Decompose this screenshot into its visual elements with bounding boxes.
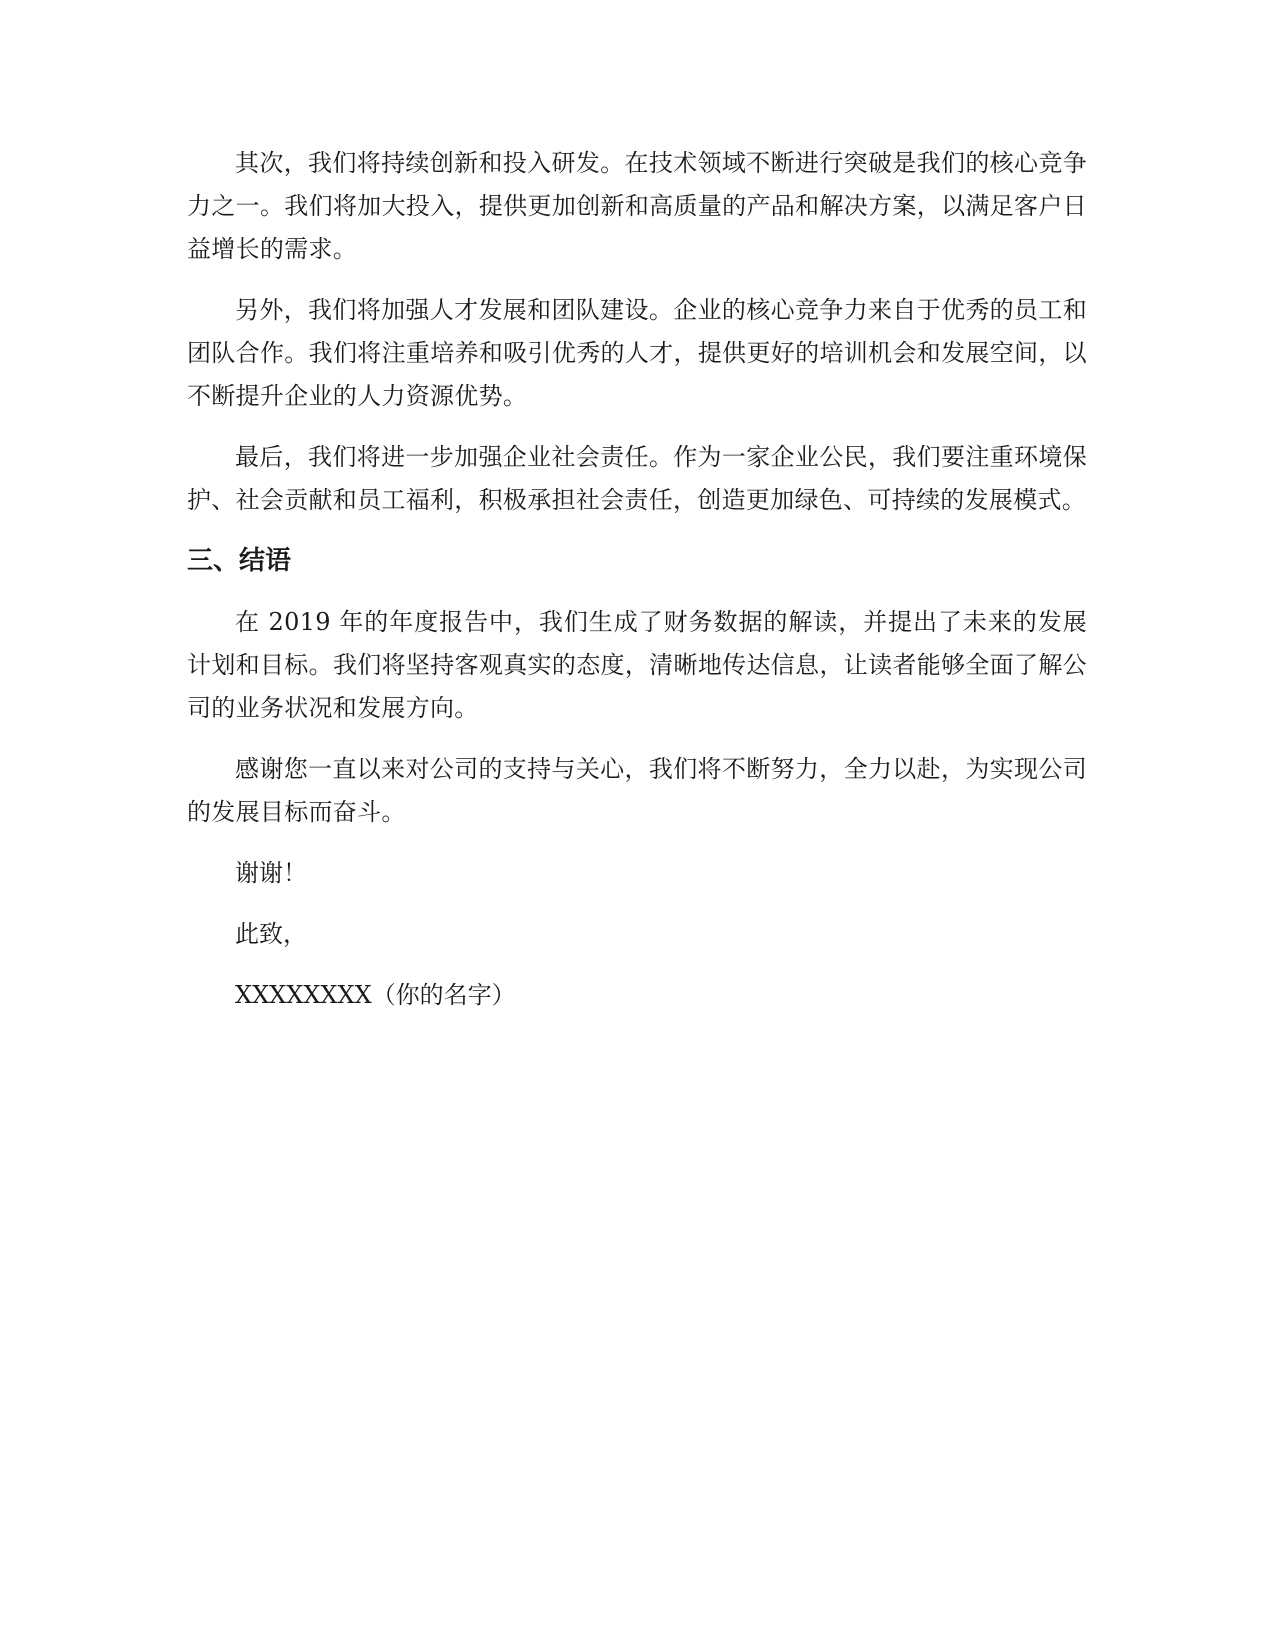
paragraph-innovation: 其次，我们将持续创新和投入研发。在技术领域不断进行突破是我们的核心竞争力之一。我们将加大投入，提供更加创新和高质量的产品和解决方案，以满足客户日益增长的需求。: [187, 149, 1087, 263]
document-page: [187, 142, 1087, 1035]
paragraph-social-responsibility: 最后，我们将进一步加强企业社会责任。作为一家企业公民，我们要注重环境保护、社会贡献和员工福利，积极承担社会责任，创造更加绿色、可持续的发展模式。: [187, 443, 1087, 514]
closing-regards: 此致，: [235, 920, 307, 948]
section-heading-conclusion: 三、结语: [187, 546, 292, 576]
paragraph-talent: 另外，我们将加强人才发展和团队建设。企业的核心竞争力来自于优秀的员工和团队合作。我们将注重培养和吸引优秀的人才，提供更好的培训机会和发展空间，以不断提升企业的人力资源优势。: [187, 296, 1087, 410]
closing-thanks: 谢谢！: [235, 859, 307, 887]
closing-signature: XXXXXXXX（你的名字）: [235, 981, 516, 1009]
paragraph-report-summary: 在 2019 年的年度报告中，我们生成了财务数据的解读，并提出了未来的发展计划和目标。我们将坚持客观真实的态度，清晰地传达信息，让读者能够全面了解公司的业务状况和发展方向。: [187, 608, 1087, 722]
paragraph-gratitude: 感谢您一直以来对公司的支持与关心，我们将不断努力，全力以赴，为实现公司的发展目标而奋斗。: [187, 755, 1087, 826]
